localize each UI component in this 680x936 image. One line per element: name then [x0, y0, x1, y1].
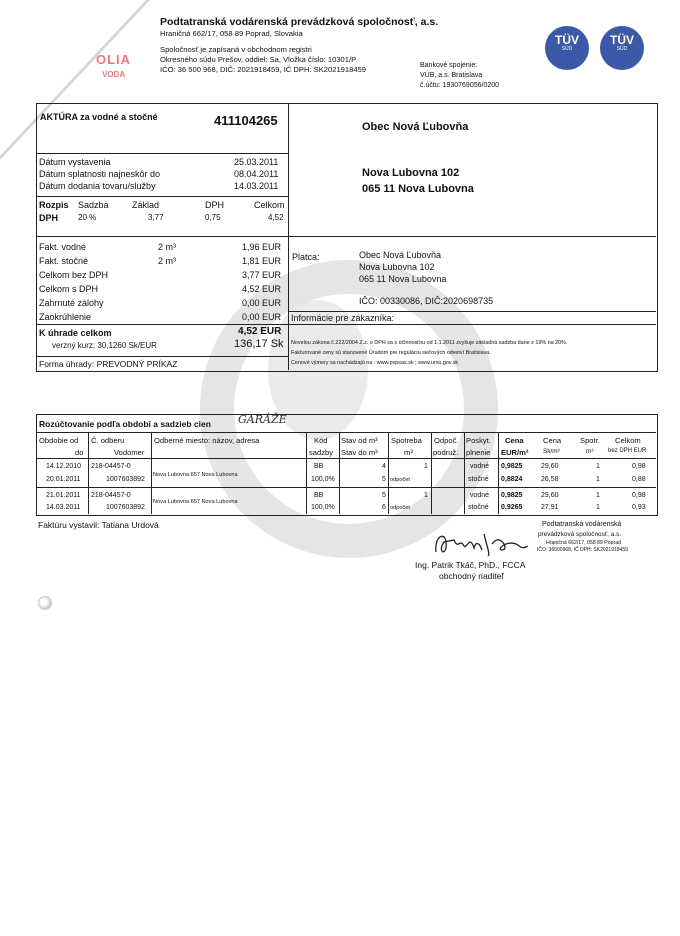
row2-stav-od: 5 [382, 492, 386, 499]
row2-plnenie-2: stočné [468, 504, 489, 511]
item-label-s-dph: Celkom s DPH [39, 284, 99, 294]
header-vodomer: Vodomer [114, 448, 145, 457]
tuv-certification-badge: TÜV SÜD [545, 26, 589, 70]
header-cena-sk-unit: Sk/m³ [543, 448, 560, 455]
rozpis-zaklad: 3,77 [148, 213, 164, 222]
rozpis-dph-header: DPH [205, 200, 225, 210]
header-odberne-miesto: Odberné miesto: názov, adresa [154, 436, 260, 445]
row2-cena-eur-1: 0,9825 [501, 492, 523, 499]
row1-od: 14.12.2010 [46, 463, 82, 470]
company-logo-text: OLIA [96, 52, 132, 67]
invoice-number: 411104265 [214, 113, 278, 128]
row1-plnenie-2: stočné [468, 476, 489, 483]
rozpis-dph: 0,75 [205, 213, 221, 222]
recipient-street: Nova Lubovna 102 [362, 167, 460, 179]
row2-kod: BB [314, 492, 324, 499]
stamp-line-1: Podtatranská vodárenská [542, 521, 622, 528]
customer-info-label: Informácie pre zákazníka: [291, 313, 395, 323]
row1-celkom-2: 0,88 [632, 476, 646, 483]
row1-kod: BB [314, 463, 324, 470]
company-logo-sub: VODA [102, 70, 126, 79]
row1-odber: 218-04457-0 [91, 463, 131, 470]
rozpis-celkom-header: Celkom [254, 200, 285, 210]
header-spotreba: Spotreba [391, 436, 422, 445]
header-stav-od: Stav od m³ [341, 436, 378, 445]
punch-hole [38, 596, 52, 610]
header-podruz: podruž. [433, 448, 459, 457]
row2-celkom-2: 0,93 [632, 504, 646, 511]
rozpis-sadzba: 20 % [78, 213, 97, 222]
item-label-vodne: Fakt. vodné [39, 242, 87, 252]
date-delivery-value: 14.03.2011 [234, 181, 279, 191]
item-value-s-dph: 4,52 EUR [242, 284, 282, 294]
row1-spotr-2: 1 [596, 476, 600, 483]
header-kod: Kód [314, 436, 328, 445]
item-value-vodne: 1,96 EUR [242, 242, 282, 252]
date-delivery-label: Dátum dodania tovaru/služby [39, 181, 156, 191]
row1-spotr-1: 1 [596, 463, 600, 470]
row1-pct: 100,0% [311, 476, 335, 483]
header-spotr-unit: m³ [586, 448, 594, 455]
row2-spotreba: 1 [424, 492, 428, 499]
header-celkom: Celkom [615, 436, 641, 445]
rozpis-sadzba-header: Sadzba [78, 200, 109, 210]
payer-ids: IČO: 00330086, DIČ:2020698735 [359, 296, 494, 306]
row2-stav-do: 6 [382, 504, 386, 511]
item-value-stocne: 1,81 EUR [242, 256, 282, 266]
header-spotreba-unit: m³ [404, 448, 413, 457]
row1-cena-eur-1: 0,9825 [501, 463, 523, 470]
company-address: Hraničná 662/17, 058 89 Poprad, Slovakia [160, 29, 303, 38]
row1-cena-sk-1: 29,60 [541, 463, 559, 470]
tuv-certification-badge-2: TÜV SÜD [600, 26, 644, 70]
header-spotr: Spotr. [580, 436, 600, 445]
payer-street: Nova Lubovna 102 [359, 262, 435, 272]
registry-line-2: Okresného súdu Prešov, oddiel: Sa, Vložka číslo: 10301/P [160, 55, 357, 64]
rozpis-label: Rozpis [39, 200, 69, 210]
bank-account: č.účtu: 1930769056/0200 [420, 82, 500, 89]
payment-method: Forma úhrady: PREVODNÝ PRÍKAZ [39, 359, 178, 369]
row2-miesto: Nova Lubovna 657 Nova Lubovna [153, 499, 238, 505]
issued-by: Faktúru vystavil: Tatiana Urdová [38, 520, 159, 530]
registry-line-1: Spoločnosť je zapísaná v obchodnom registri [160, 45, 312, 54]
row2-celkom-1: 0,98 [632, 492, 646, 499]
date-due-label: Dátum splatnosti najneskôr do [39, 169, 161, 179]
row1-cena-eur-2: 0,8824 [501, 476, 523, 483]
item-label-zalohy: Zahrnuté zálohy [39, 298, 104, 308]
rozpis-celkom: 4,52 [268, 213, 284, 222]
row2-odpocet: odpočet [390, 505, 410, 511]
row2-do: 14.03.2011 [46, 504, 81, 511]
bank-name: VÚB, a.s. Bratislava [420, 72, 483, 79]
payer-name: Obec Nová Ľubovňa [359, 250, 442, 260]
row1-stav-do: 5 [382, 476, 386, 483]
row2-cena-sk-2: 27,91 [541, 504, 559, 511]
row2-od: 21.01.2011 [46, 492, 81, 499]
header-c-odberu: Č. odberu [91, 436, 125, 445]
stamp-line-3: Hraničná 662/17, 058 89 Poprad [546, 540, 621, 546]
row1-odpocet: odpočet [390, 477, 410, 483]
date-issue-label: Dátum vystavenia [39, 157, 111, 167]
header-sadzby: sadzby [309, 448, 334, 457]
row2-vodomer: 1007603892 [106, 504, 145, 511]
invoice-title: AKTÚRA za vodné a stočné [40, 112, 158, 122]
date-issue-value: 25.03.2011 [234, 157, 279, 167]
row1-cena-sk-2: 26,58 [541, 476, 559, 483]
payer-label: Platca: [292, 252, 320, 262]
item-qty-stocne: 2 m³ [158, 256, 176, 266]
header-stav-do: Stav do m³ [341, 448, 378, 457]
item-value-zaokruhlenie: 0,00 EUR [242, 312, 282, 322]
header-obdobie-do: do [75, 448, 84, 457]
signer-name: Ing. Patrik Tkáč, PhD., FCCA [415, 560, 526, 570]
header-cena-eur: Cena [505, 436, 524, 445]
row1-celkom-1: 0,98 [632, 463, 646, 470]
item-label-stocne: Fakt. stočné [39, 256, 89, 266]
row2-cena-eur-2: 0,9265 [501, 504, 523, 511]
row2-plnenie-1: vodné [470, 492, 490, 499]
row2-cena-sk-1: 29,60 [541, 492, 559, 499]
invoice-frame [36, 103, 658, 372]
signer-role: obchodný riaditeľ [439, 571, 504, 581]
registry-line-3: IČO: 36 500 968, DIČ: 2021918459, IČ DPH: SK2021918459 [160, 65, 367, 74]
total-sk: 136,17 Sk [234, 338, 284, 350]
company-name: Podtatranská vodárenská prevádzková spoločnosť, a.s. [160, 16, 439, 28]
header-obdobie-od: Obdobie od [39, 436, 79, 445]
payer-city: 065 11 Nova Lubovna [359, 274, 447, 284]
header-cena-sk: Cena [543, 436, 562, 445]
item-value-zalohy: 0,00 EUR [242, 298, 282, 308]
item-value-bez-dph: 3,77 EUR [242, 270, 282, 280]
customer-info-2: Fakturované ceny sú stanovené Úradom pre reguláciu sieťových odvetví Bratislava. [291, 350, 491, 356]
rozpis-dph-row-label: DPH [39, 213, 59, 223]
header-plnenie: plnenie [466, 448, 491, 457]
header-poskyt: Poskyt. [466, 436, 491, 445]
row2-spotr-2: 1 [596, 504, 600, 511]
row2-pct: 100,0% [311, 504, 335, 511]
bank-label: Bankové spojenie: [420, 62, 478, 69]
row1-miesto: Nova Lubovna 657 Nova Lubovna [153, 472, 238, 478]
recipient-city: 065 11 Nova Lubovna [362, 183, 474, 195]
signature [430, 520, 540, 562]
rozpis-zaklad-header: Základ [132, 200, 160, 210]
stamp-line-2: prevádzková spoločnosť, a.s. [538, 531, 622, 538]
rozuctovanie-title: Rozúčtovanie podľa období a sadzieb cien [39, 419, 211, 429]
recipient-name: Obec Nová Ľubovňa [362, 121, 469, 133]
customer-info-3: Cenové výmery sa nachádzajú na : www.pvpsas.sk ; www.urso.gov.sk [291, 360, 459, 366]
row2-spotr-1: 1 [596, 492, 600, 499]
conversion-rate: verzný kurz: 30,1260 Sk/EUR [52, 341, 157, 350]
header-celkom-unit: bez DPH EUR [608, 448, 647, 454]
item-label-bez-dph: Celkom bez DPH [39, 270, 109, 280]
handwritten-note: GARÁŽE [238, 413, 287, 426]
header-odpoc: Odpoč. [434, 436, 459, 445]
item-qty-vodne: 2 m³ [158, 242, 176, 252]
total-label: K úhrade celkom [39, 328, 112, 338]
date-due-value: 08.04.2011 [234, 169, 279, 179]
customer-info-1: Novelou zákona č.222/2004 Z.z. o DPH sa s účinnosťou od 1.1.2011 zvyšuje základná sadzba dane z 19% na 20%. [291, 340, 568, 346]
row1-do: 20.01.2011 [46, 476, 81, 483]
row1-plnenie-1: vodné [470, 463, 490, 470]
header-cena-eur-unit: EUR/m³ [501, 448, 529, 457]
row1-vodomer: 1007603892 [106, 476, 145, 483]
stamp-line-4: IČO: 36500968, IČ DPH: SK2021918459 [537, 547, 628, 553]
row2-odber: 218-04457-0 [91, 492, 131, 499]
total-eur: 4,52 EUR [238, 326, 282, 337]
row1-spotreba: 1 [424, 463, 428, 470]
row1-stav-od: 4 [382, 463, 386, 470]
item-label-zaokruhlenie: Zaokrúhlenie [39, 312, 92, 322]
